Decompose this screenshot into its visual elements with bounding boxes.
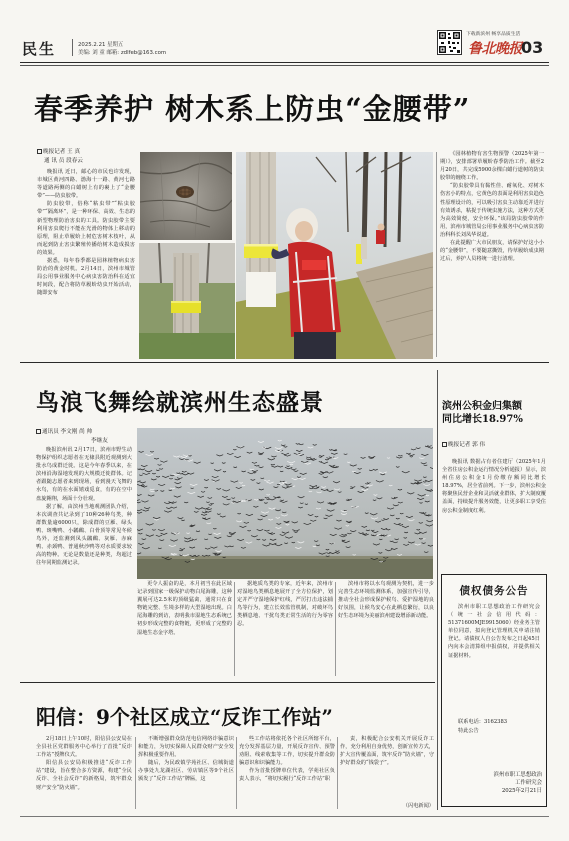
article1-col3-p2: “防虫胶带具有黏性佳、耐氧化、对树木伤害小的特点，它黄色的表面是利用害虫趋色性原理设计的，可以吸引害虫主动靠近并进行有效诱杀，粘捉于传统虫施方法，这种方式更为高效简便，安全环保。”该局防虫胶带的作用，滨州市城管局公用事业服务中心病虫害防治科科长刘凤华说道。 xyxy=(440,183,544,238)
article1-col1-p3: 据悉，每年春季都是园林植物病虫害防治的黄金时机。2月14日，滨州市城管局公用事业服务中心病虫害防治科在适宜时间段，配合将防草履蚧幼虫开始活动，随即安布 xyxy=(37,258,135,297)
article3-col-divider-2 xyxy=(236,737,237,809)
notice-sign-1: 滨州市职工思想政治 xyxy=(493,772,542,778)
article3-col4-p1: 责，积极配合公安机关开展反诈工作，充分利用自身优势，创新宣传方式，扩大宣传覆盖面，筑牢反诈“防火墙”，守护好群众的“钱袋子”。 xyxy=(340,736,434,767)
article2-headline: 鸟浪飞舞绘就滨州生态盛景 xyxy=(36,389,324,416)
fund-body-text: 晚报讯 数据占有者住建厅（2025年1月全省住房公积金运行情况分析通报）显示，滨州住房公积金1月份缴存额同比增长18.97%，居全省前列。下一步，滨州公积金将聚焦民营企业和灵活就业群体，扩大制度覆盖面，持续提升服务效能，让更多职工享受住房公积金制度红利。 xyxy=(442,459,546,514)
date-line: 2025.2.21 星期五 xyxy=(78,42,124,48)
byline-box-icon xyxy=(37,149,42,154)
fund-byline xyxy=(442,441,546,450)
article3-col3-p2: 作为首批授牌单位代表，学苑社区负责人表示，“将切实履行“反诈工作站”职 xyxy=(239,768,335,783)
page-number: 03 xyxy=(521,38,544,57)
notice-note-text: 特此公告 xyxy=(458,728,479,734)
page-bottom-rule xyxy=(20,816,549,817)
notice-signature xyxy=(446,771,542,795)
byline-box-icon xyxy=(36,429,41,434)
worker-wrapping-tree-photo xyxy=(236,152,433,359)
article1-headline: 春季养护 树木系上防虫“金腰带” xyxy=(34,92,471,126)
notice-note xyxy=(448,727,540,736)
notice-title: 债权债务公告 xyxy=(459,585,529,597)
article2-col2 xyxy=(137,580,232,678)
article1-col3-p1: 《园林植物有害生物预警（2025年第一期）》，安排部署草履蚧春季防治工作。截至2月20日，共完成5900余棵白蜡行道树的防虫胶带的缠绕工作。 xyxy=(440,151,544,182)
notice-contact xyxy=(448,718,540,727)
editor-line: 美编: 刘 童 邮箱: zdlfeb@163.com xyxy=(78,50,167,56)
article3-headline: 阳信：9个社区成立“反诈工作站” xyxy=(36,705,333,729)
article1-byline xyxy=(37,148,133,165)
article3-col3-p1: 些工作站将依托各个社区所辖平台，充分发挥基层力量，开展反诈宣传、预警劝阻、线索收集等工作，切实提升群众防骗意识和识骗能力。 xyxy=(239,736,335,767)
fund-headline-2: 同比增长18.97% xyxy=(442,414,523,425)
debt-notice-box xyxy=(441,574,547,807)
sidebar-divider xyxy=(437,370,438,810)
article2-col3 xyxy=(237,580,333,678)
notice-sign-2: 工作研究会 xyxy=(515,780,542,786)
article2-byline-2: 李继友 xyxy=(91,437,108,444)
article1-byline-2: 通 讯 员 段春云 xyxy=(44,157,83,164)
article3-col2-p2: 随后，为民政镇学苑社区、信城街道办事处九龙湖社区、劳店镇区等9个社区颁发了“反诈工作站”牌匾，这 xyxy=(138,760,234,783)
article3-col1 xyxy=(36,735,132,811)
article2-bottom-rule xyxy=(20,682,435,683)
article1-col1-p2: 防虫胶带，俗称“粘虫带”“粘虫胶带”“隔离环”，是一种环保、高效、生态的新型物理防治害虫的工具。防虫胶带主要利用害虫爬行不能在光滑的物体上移动的原理，阻止草履蚧上树危害树木枝叶，从而起到防止害虫繁殖传播给树木造成损害的效果。 xyxy=(37,201,135,256)
fund-headline-1: 滨州公积金归集额 xyxy=(442,401,522,412)
article2-col2-p1: 更令人振奋的是，本月初当在此区域记录到国家一级保护动物白尾海雕，这种翼展可达2.5米的顶级猛禽，通常只在食物链完整、生境多样的大型湿地出现。白尾海雕的到访，表明我市湿地生态系统已初步形成完整的食物链，更形成了完整的湿地生态金字塔。 xyxy=(137,581,232,636)
article2-col3-p1: 据地质鸟类的专家，近年来，滨州市对湿地鸟类栖息地展开了全方位保护，划定并严守湿地保护红线，严厉打击违法捕鸟等行为，建立长效监管机制，对破坏鸟类栖息地、干扰鸟类正常生活的行为零容忍。 xyxy=(237,581,333,628)
section-label: 民生 xyxy=(22,40,57,58)
article3-col-divider-3 xyxy=(337,737,338,809)
article3-col4 xyxy=(340,735,434,801)
paper-name-text: 鲁北晚报 xyxy=(468,41,522,57)
article3-col3 xyxy=(239,735,335,811)
article2-col-divider-1 xyxy=(234,582,235,676)
byline-box-icon xyxy=(442,442,447,447)
article3-col2 xyxy=(138,735,234,811)
article3-col1-p2: 阳信县公安局积极推进“反诈工作站”建设，旨在整合多方资源，构建“全民反诈、全社会反诈”的新格局，筑牢群众财产安全“防火墙”。 xyxy=(36,760,132,791)
article3-col2-p1: 不断增强群众防范电信网络诈骗意识和能力，为切实保障人民群众财产安全发挥积极重要作用。 xyxy=(138,736,234,759)
article1-col3-p3: 在此提醒广大市民朋友，请保护好这小小的“金腰带”，不要随意撕毁，待草履蚧成虫期过后，养护人员将统一进行清理。 xyxy=(440,240,544,263)
tree-bark-photo xyxy=(140,152,232,240)
header-divider-short xyxy=(72,39,73,56)
article1-col-divider xyxy=(436,152,437,357)
notice-contact-label: 联系电话： xyxy=(458,719,484,725)
notice-body xyxy=(448,603,540,717)
notice-date: 2025年2月21日 xyxy=(501,788,542,794)
notice-contact-value: 3162383 xyxy=(483,719,508,725)
header-rule xyxy=(20,62,549,63)
article3-col1-p1: 2月18日上午10时，阳信县公安局在全县社区党群服务中心举行了首批“反诈工作站”授牌仪式。 xyxy=(36,736,132,759)
article2-byline-1: 通讯员 李文刚 尚 帅 xyxy=(42,429,93,435)
fund-body xyxy=(442,458,546,566)
article2-col1-p2: 据了解，由滨州当地观测团队介绍，本次调查共记录到了10种26种鸟类，种群数量逾6000只，除成群的豆雁、绿头鸭、斑嘴鸭、小鸊鷉、白骨顶等常见冬候鸟外，还监测到凤头鸊鷉、灰雁、赤麻鸭、赤颈鸭、普通秋沙鸭等对水质要求较高的物种。无论是数量还是种类，均超过往年同期监测记录。 xyxy=(36,503,132,567)
article1-bottom-rule xyxy=(20,362,549,363)
article2-col-divider-2 xyxy=(335,582,336,676)
fund-headline xyxy=(442,400,546,426)
article2-col1-p1: 晚报滨州讯 2月17日，滨州市野生动物保护组织志愿者在无棣县附近观测到大批水鸟成群迁徙。这是今年春季以来，在滨州沿海湿地发现的大规模迁徙群体。记者跟随志愿者来到现场，看到漫天飞舞的水鸟，有的在水面嬉戏觅食，有的在空中盘旋翱翔，场面十分壮观。 xyxy=(36,447,132,502)
article3-col-divider-1 xyxy=(135,737,136,809)
page-header xyxy=(0,0,569,62)
slogan-line-1: 下载新滨州 畅享品质生活 xyxy=(466,32,521,37)
migrating-birds-photo xyxy=(137,428,433,579)
article1-col1-p1: 晚报讯 近日，邮心的市民也许发现，市城区黄河四路、渤海十一路、黄河七路等道路两侧的白蜡树上有的裹上了“金腰带”——防虫胶带。 xyxy=(37,169,135,200)
fund-byline-text: 晚报记者 郭 伟 xyxy=(448,442,486,448)
article2-col4-p1: 滨州市将以水鸟观测为契机，进一步完善生态环境监测体系，加强宣传引导，推动全社会形成保护候鸟、爱护湿地的良好氛围，让候鸟安心在此栖息繁衍，以良好生态环境为美丽滨州建设增添新动能。 xyxy=(338,581,434,620)
article2-col1 xyxy=(36,446,132,678)
article3-credit: （闪电新闻） xyxy=(402,803,434,809)
article2-byline xyxy=(36,428,136,445)
article1-col3 xyxy=(440,150,544,358)
tree-wrap-photo xyxy=(139,243,235,359)
qr-code-icon xyxy=(437,30,462,55)
article1-col1 xyxy=(37,168,135,358)
article1-byline-1: 晚报记者 王 真 xyxy=(43,149,81,155)
notice-body-text: 滨州市职工思想政治工作研究会（统一社会信用代码：51371600MJE9915060）经业务主管单位同意，拟向登记管理机关申请注销登记。请债权人自公告发布之日起45日内向本会清算组申报债权，并提供相关证据材料。 xyxy=(448,604,540,659)
article2-col4 xyxy=(338,580,434,678)
